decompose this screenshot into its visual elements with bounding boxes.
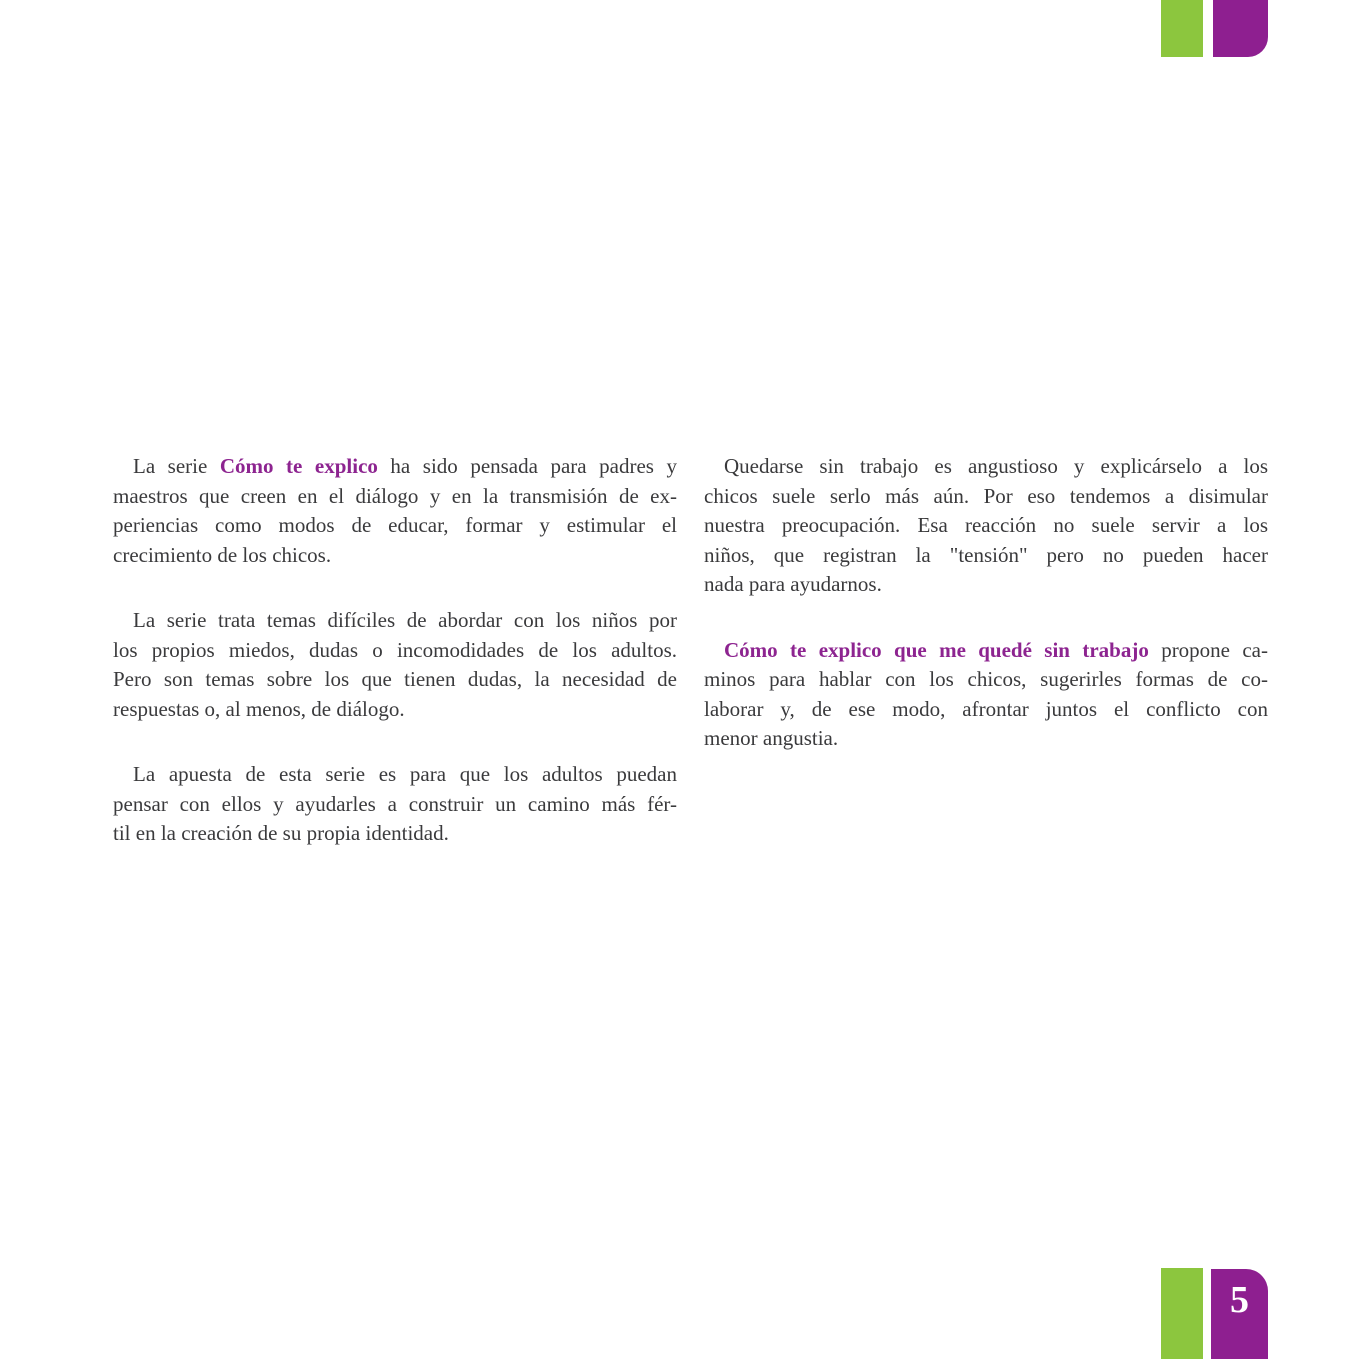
purple-block-bottom bbox=[1211, 1269, 1268, 1359]
text-line bbox=[113, 452, 677, 482]
two-column-text bbox=[113, 452, 1268, 849]
text-segment: La apuesta de esta serie es para que los adultos puedan bbox=[133, 762, 677, 786]
series-title-highlight: Cómo te explico que me quedé sin trabajo bbox=[724, 637, 1149, 662]
left-column bbox=[113, 452, 677, 849]
text-line bbox=[704, 636, 1268, 666]
text-line bbox=[704, 724, 1268, 754]
text-line bbox=[704, 452, 1268, 482]
text-segment: nada para ayudarnos. bbox=[704, 572, 882, 596]
text-segment: til en la creación de su propia identidad. bbox=[113, 821, 449, 845]
green-block-bottom bbox=[1161, 1268, 1203, 1359]
text-segment: niños, que registran la "tensión" pero no pueden hacer bbox=[704, 542, 1268, 567]
text-segment: los propios miedos, dudas o incomodidades de los adultos. bbox=[113, 637, 677, 662]
text-line bbox=[704, 695, 1268, 725]
text-segment: La serie bbox=[133, 454, 220, 478]
text-line bbox=[704, 541, 1268, 571]
text-segment: pensar con ellos y ayudarles a construir un camino más fér- bbox=[113, 791, 677, 816]
series-title-highlight: Cómo te explico bbox=[219, 454, 378, 478]
page-number: 5 bbox=[1230, 1279, 1249, 1321]
text-line bbox=[704, 482, 1268, 512]
text-line bbox=[113, 790, 677, 820]
purple-block-top bbox=[1213, 0, 1268, 57]
text-line bbox=[704, 570, 1268, 600]
paragraph bbox=[113, 452, 677, 570]
text-line bbox=[113, 760, 677, 790]
text-segment: minos para hablar con los chicos, sugerirles formas de co- bbox=[704, 667, 1268, 691]
paragraph bbox=[704, 636, 1268, 754]
text-segment: Quedarse sin trabajo es angustioso y explicárselo a los bbox=[724, 454, 1268, 478]
text-line bbox=[704, 511, 1268, 541]
right-column bbox=[704, 452, 1268, 849]
text-segment: Pero son temas sobre los que tienen dudas, la necesidad de bbox=[113, 667, 677, 691]
text-line bbox=[704, 665, 1268, 695]
text-line bbox=[113, 819, 677, 849]
text-line bbox=[113, 482, 677, 512]
text-line bbox=[113, 636, 677, 666]
text-segment: nuestra preocupación. Esa reacción no suele servir a los bbox=[704, 513, 1268, 537]
text-segment: ha sido pensada para padres y bbox=[377, 454, 677, 478]
text-line bbox=[113, 606, 677, 636]
text-segment: respuestas o, al menos, de diálogo. bbox=[113, 696, 405, 721]
paragraph bbox=[113, 606, 677, 724]
green-block-top bbox=[1161, 0, 1203, 57]
text-segment: menor angustia. bbox=[704, 726, 839, 750]
text-line bbox=[113, 541, 677, 571]
text-segment: propone ca- bbox=[1148, 637, 1268, 662]
paragraph bbox=[704, 452, 1268, 600]
text-segment: crecimiento de los chicos. bbox=[113, 542, 332, 567]
paragraph bbox=[113, 760, 677, 849]
text-segment: laborar y, de ese modo, afrontar juntos el conflicto con bbox=[704, 696, 1268, 721]
text-line bbox=[113, 511, 677, 541]
text-segment: maestros que creen en el diálogo y en la transmisión de ex- bbox=[113, 483, 677, 508]
text-line bbox=[113, 695, 677, 725]
text-line bbox=[113, 665, 677, 695]
text-segment: La serie trata temas difíciles de abordar con los niños por bbox=[133, 608, 677, 632]
text-segment: chicos suele serlo más aún. Por eso tendemos a disimular bbox=[704, 483, 1268, 508]
text-segment: periencias como modos de educar, formar y estimular el bbox=[113, 513, 677, 537]
